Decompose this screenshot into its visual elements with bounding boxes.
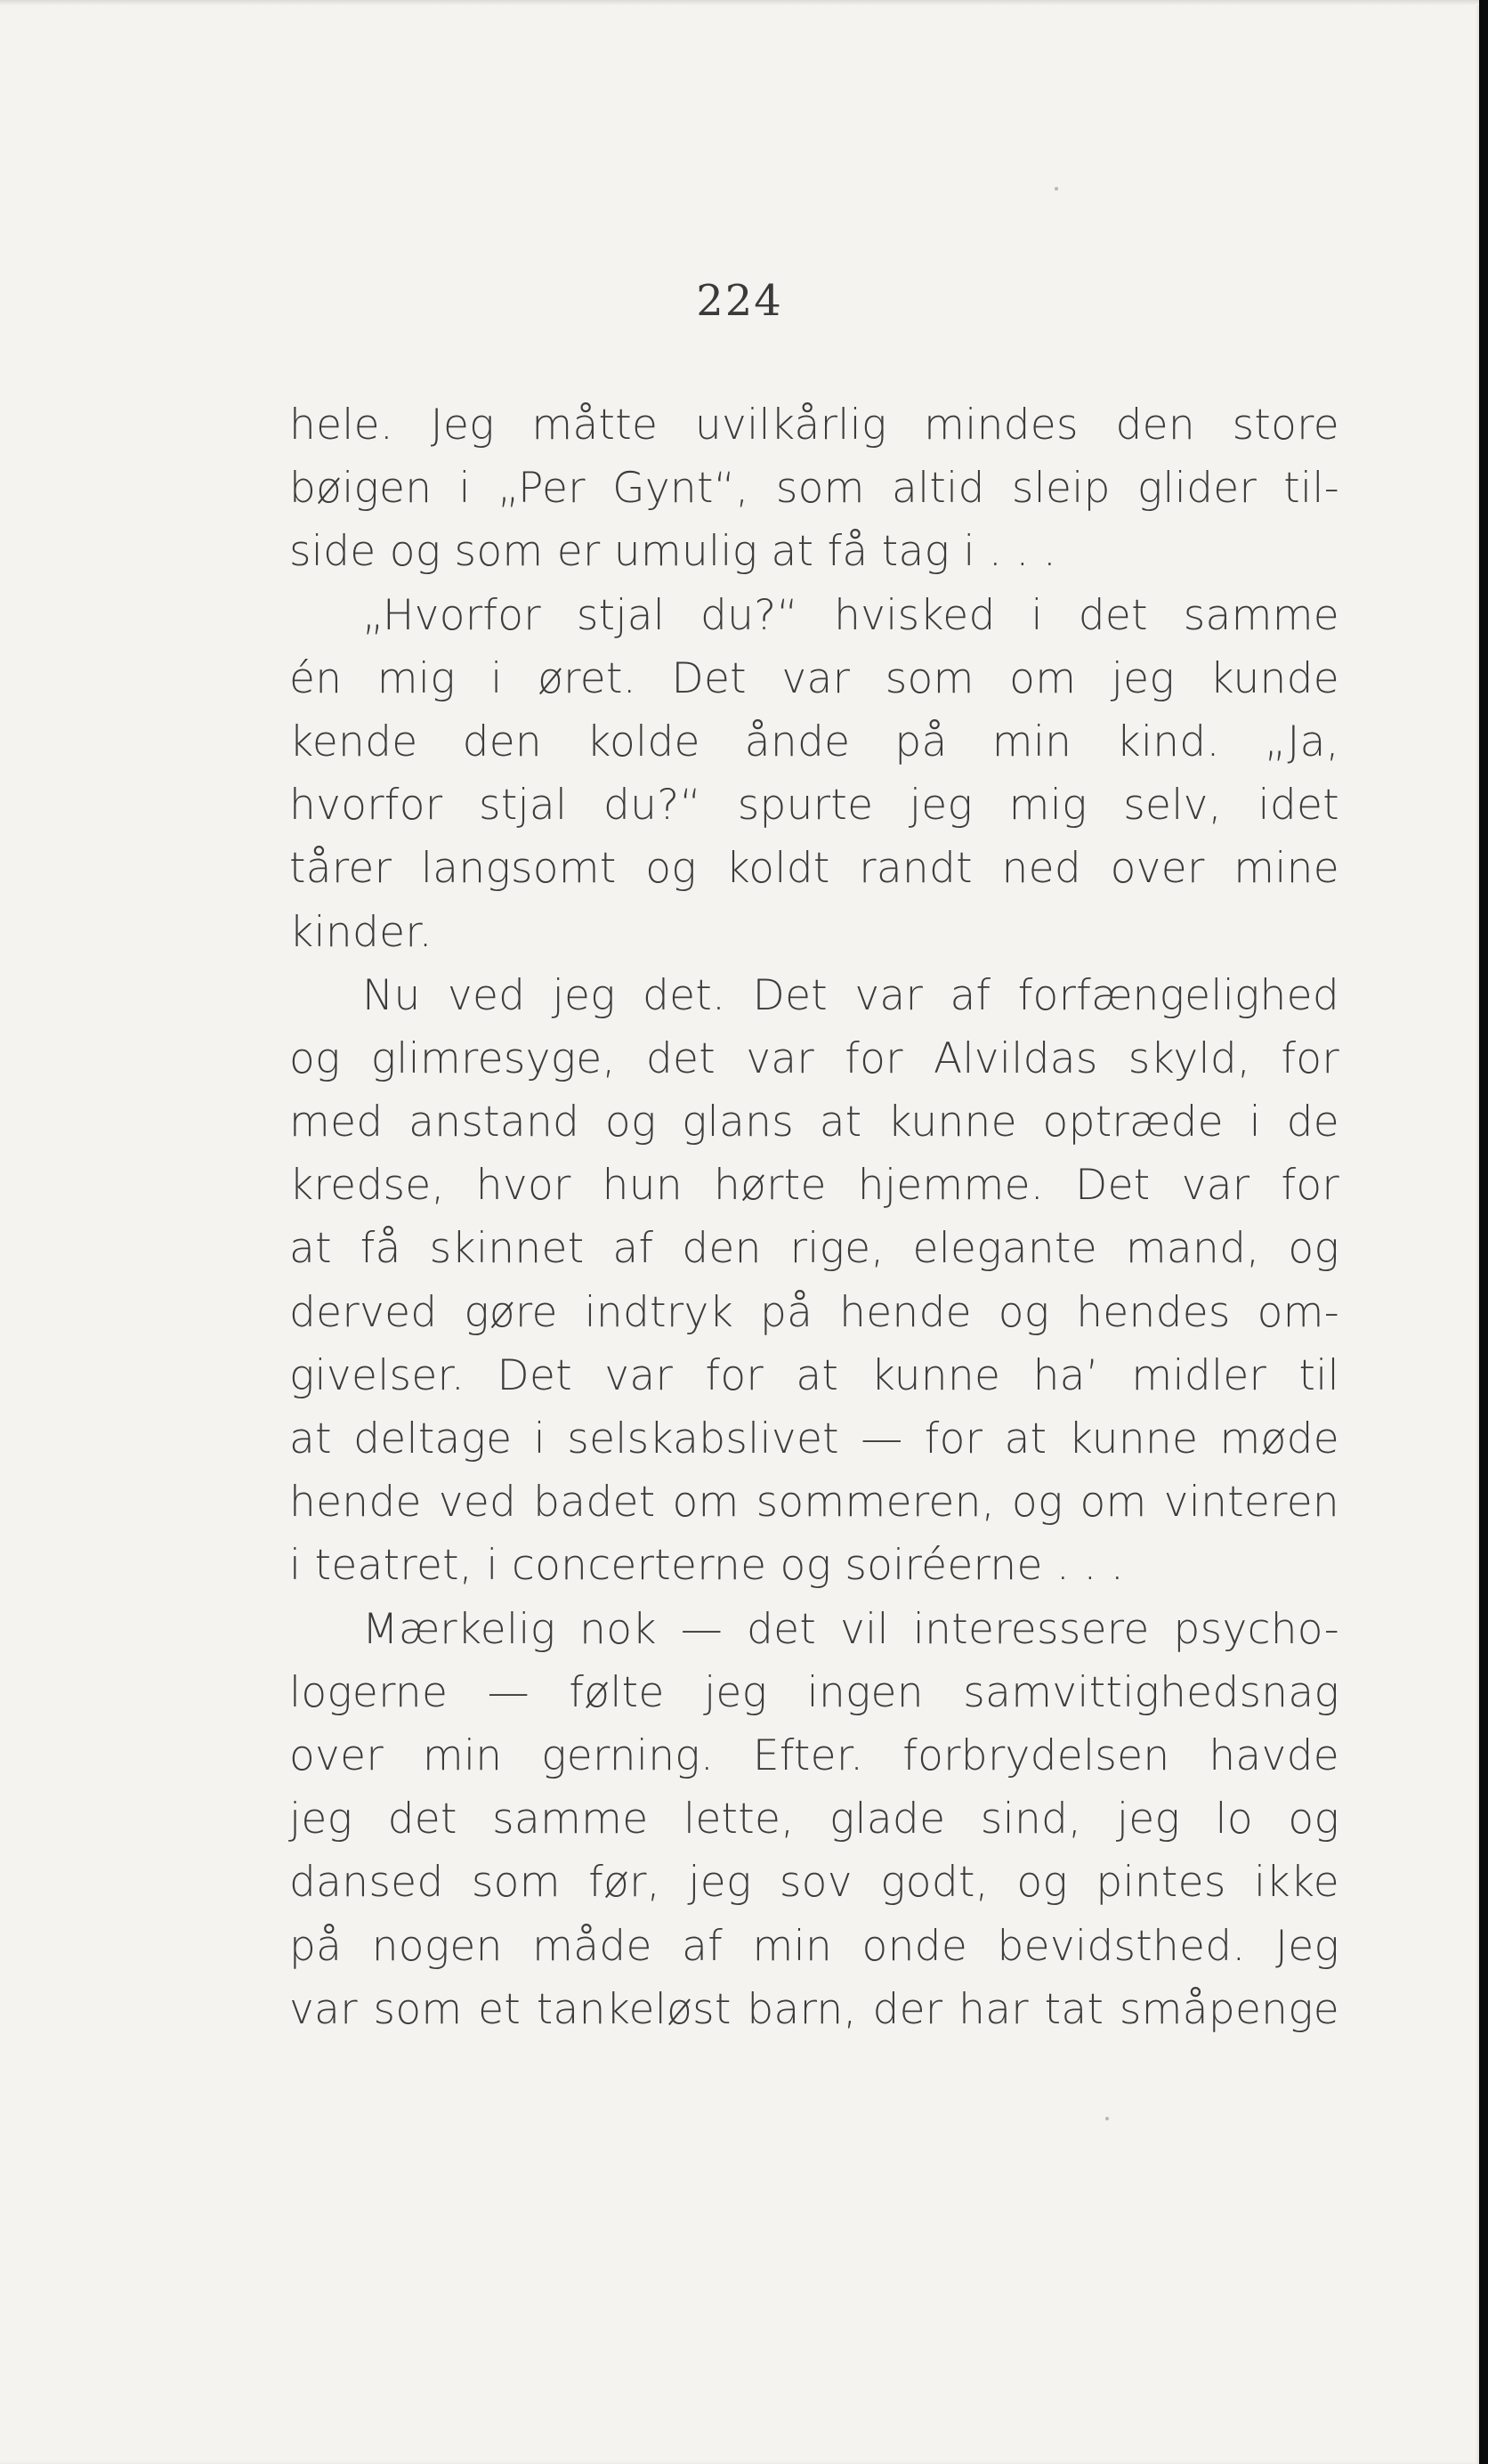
text-line: hende ved badet om sommeren, og om vinteren: [289, 1478, 1339, 1528]
text-line: Mærkelig nok — det vil interessere psycho-: [362, 1604, 1339, 1654]
text-line: var som et tankeløst barn, der har tat småpenge: [289, 1984, 1339, 2034]
text-line: bøigen i „Per Gynt“, som altid sleip glider til-: [289, 464, 1339, 514]
text-line: givelser. Det var for at kunne ha’ midler til: [289, 1350, 1339, 1400]
text-line: derved gøre indtryk på hende og hendes om-: [289, 1287, 1339, 1337]
text-line: én mig i øret. Det var som om jeg kunde: [289, 653, 1339, 703]
text-line: logerne — følte jeg ingen samvittighedsnag: [289, 1667, 1339, 1717]
page-top-edge: [0, 0, 1479, 5]
paper-speck: [1105, 2117, 1109, 2120]
text-line: med anstand og glans at kunne optræde i de: [289, 1098, 1339, 1147]
text-line: hele. Jeg måtte uvilkårlig mindes den store: [289, 401, 1339, 450]
text-line: dansed som før, jeg sov godt, og pintes ikke: [289, 1858, 1339, 1908]
page-number: 224: [696, 276, 783, 326]
text-line: over min gerning. Efter. forbrydelsen havde: [289, 1730, 1339, 1780]
text-line: kinder.: [289, 907, 433, 957]
text-line: jeg det samme lette, glade sind, jeg lo og: [289, 1795, 1339, 1844]
text-line: Nu ved jeg det. Det var af forfængelighed: [362, 970, 1339, 1020]
text-line: „Hvorfor stjal du?“ hvisked i det samme: [362, 590, 1339, 640]
text-line: i teatret, i concerterne og soiréerne . . .: [289, 1541, 1125, 1591]
paper-speck: [1055, 187, 1058, 190]
text-line: på nogen måde af min onde bevidsthed. Jeg: [289, 1921, 1339, 1971]
text-line: side og som er umulig at få tag i . . .: [289, 527, 1057, 577]
text-line: kende den kolde ånde på min kind. „Ja,: [289, 717, 1339, 766]
text-line: at deltage i selskabslivet — for at kunne møde: [289, 1414, 1339, 1463]
text-line: kredse, hvor hun hørte hjemme. Det var for: [289, 1161, 1339, 1211]
text-line: og glimresyge, det var for Alvildas skyld, for: [289, 1033, 1339, 1083]
text-line: at få skinnet af den rige, elegante mand, og: [289, 1224, 1339, 1274]
text-line: hvorfor stjal du?“ spurte jeg mig selv, idet: [289, 781, 1339, 831]
text-line: tårer langsomt og koldt randt ned over mine: [289, 844, 1339, 894]
body-text: [289, 393, 1339, 2041]
